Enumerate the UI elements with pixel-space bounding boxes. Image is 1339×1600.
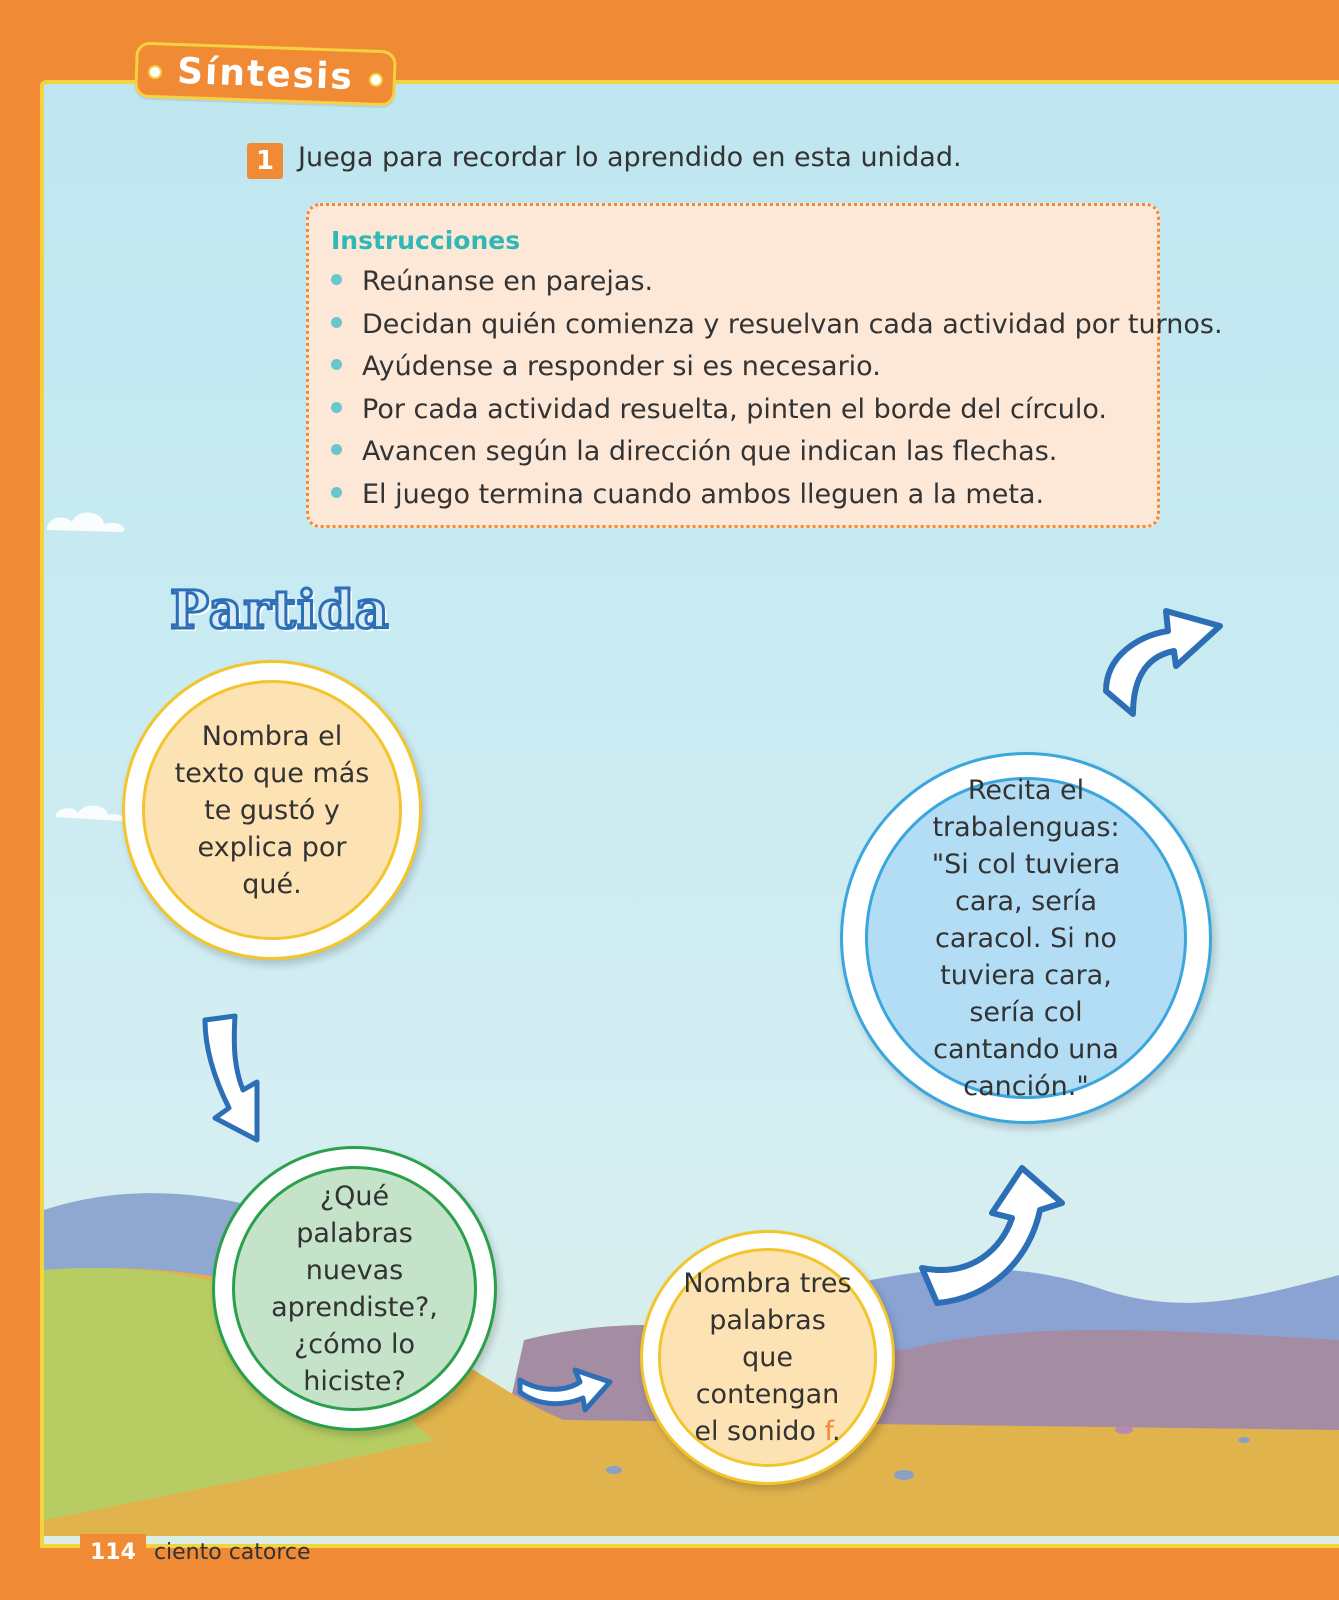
- circle-text: Recita el trabalenguas: "Si col tuviera cara, sería caracol. Si no tuviera cara, sería col cantando una canción.": [931, 774, 1121, 1102]
- cloud-illustration: [42, 500, 132, 540]
- page-number: 114: [80, 1534, 146, 1571]
- bullet-icon: [331, 487, 342, 498]
- instructions-title: Instrucciones: [331, 226, 521, 255]
- list-item: Por cada actividad resuelta, pinten el borde del círculo.: [331, 389, 1223, 432]
- arrow-up-icon: [912, 1158, 1072, 1318]
- arrow-down-icon: [195, 1010, 285, 1150]
- arrow-right-icon: [515, 1362, 615, 1417]
- bullet-icon: [331, 359, 342, 370]
- circle-text: Nombra el texto que más te gustó y explica por qué.: [174, 720, 370, 900]
- start-label: Partida: [170, 580, 390, 641]
- highlight-letter: f: [824, 1416, 833, 1447]
- list-item: Avancen según la dirección que indican las flechas.: [331, 431, 1223, 474]
- game-circle-1: [122, 660, 422, 960]
- circle-text: ¿Qué palabras nuevas aprendiste?, ¿cómo lo hiciste?: [271, 1180, 438, 1397]
- list-item: Ayúdense a responder si es necesario.: [331, 346, 1223, 389]
- circle-text: Nombra tres palabras que contengan el sonido f.: [683, 1268, 852, 1447]
- tab-label: Síntesis: [176, 50, 355, 98]
- list-item: Reúnanse en parejas.: [331, 261, 1223, 304]
- bullet-icon: [331, 274, 342, 285]
- list-item: Decidan quién comienza y resuelvan cada actividad por turnos.: [331, 304, 1223, 347]
- arrow-up-icon: [1098, 596, 1238, 726]
- bullet-icon: [331, 317, 342, 328]
- cloud-illustration: [50, 795, 130, 825]
- game-circle-2: [840, 752, 1212, 1124]
- instructions-list: [331, 261, 1223, 517]
- tab-dot: [369, 73, 383, 87]
- synthesis-tab: [134, 41, 397, 106]
- instructions-box: [306, 203, 1223, 528]
- activity-instruction: Juega para recordar lo aprendido en esta unidad.: [298, 142, 962, 173]
- list-item: El juego termina cuando ambos lleguen a la meta.: [331, 474, 1223, 517]
- game-circle-4: [640, 1230, 895, 1485]
- bullet-icon: [331, 402, 342, 413]
- bullet-icon: [331, 444, 342, 455]
- page-footer: [80, 1532, 311, 1572]
- activity-number: 1: [247, 143, 283, 179]
- tab-dot: [148, 65, 162, 79]
- game-circle-3: [212, 1146, 497, 1431]
- page-number-text: ciento catorce: [153, 1539, 311, 1565]
